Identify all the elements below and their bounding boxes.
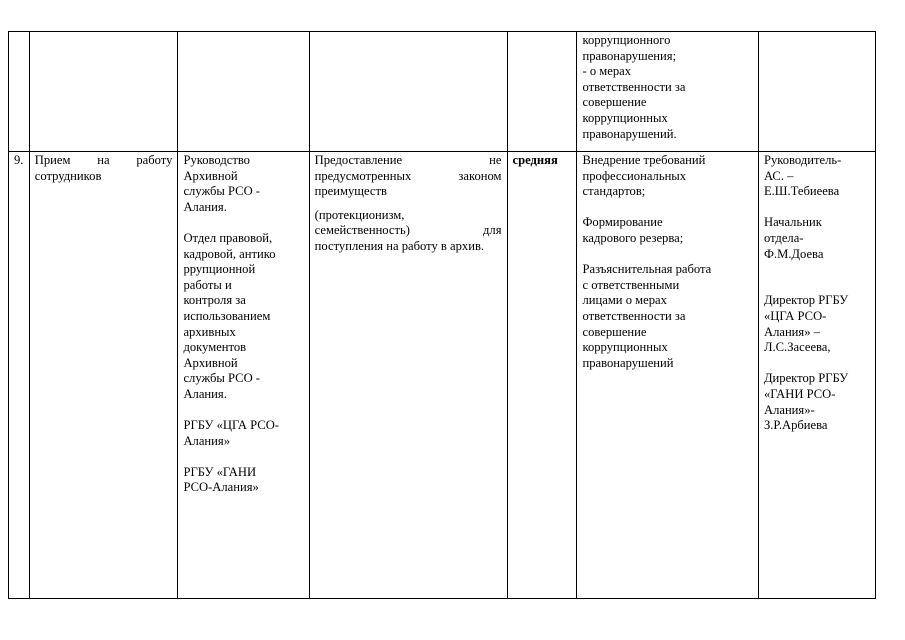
cell-risks [309, 152, 507, 599]
cell-process: Прием на работу сотрудников [29, 152, 178, 599]
cell-measures: Внедрение требований профессиональных стандартов; Формирование кадрового резерва; Разъяснительная работа с ответственными лицами о мерах ответственности за совершение коррупционных правонарушений [577, 152, 758, 599]
cell-responsible [758, 32, 875, 152]
cell-units [178, 32, 309, 152]
corruption-risk-table [8, 31, 876, 599]
cell-risk-level [507, 32, 577, 152]
table-row-continuation [9, 32, 876, 152]
cell-risk-level: средняя [507, 152, 577, 599]
cell-number [9, 32, 30, 152]
risk-description: Предоставление не предусмотренных законом преимуществ [314, 153, 502, 199]
cell-risks [309, 32, 507, 152]
cell-process [29, 32, 178, 152]
risk-description-detail: (протекционизм, семейственность) для поступления на работу в архив. [314, 207, 502, 253]
cell-measures: коррупционного правонарушения; - о мерах ответственности за совершение коррупционных правонарушений. [577, 32, 758, 152]
table-row-9 [9, 152, 876, 599]
cell-responsible: Руководитель- АС. – Е.Ш.Тебиеева Начальник отдела- Ф.М.Доева Директор РГБУ «ЦГА РСО- Алания» – Л.С.Засеева, Директор РГБУ «ГАНИ РСО- Алания»- З.Р.Арбиева [758, 152, 875, 599]
cell-number: 9. [9, 152, 30, 599]
cell-units: Руководство Архивной службы РСО - Алания. Отдел правовой, кадровой, антико ррупционной работы и контроля за использованием архивных документов Архивной службы РСО - Алания. РГБУ «ЦГА РСО- Алания» РГБУ «ГАНИ РСО-Алания» [178, 152, 309, 599]
